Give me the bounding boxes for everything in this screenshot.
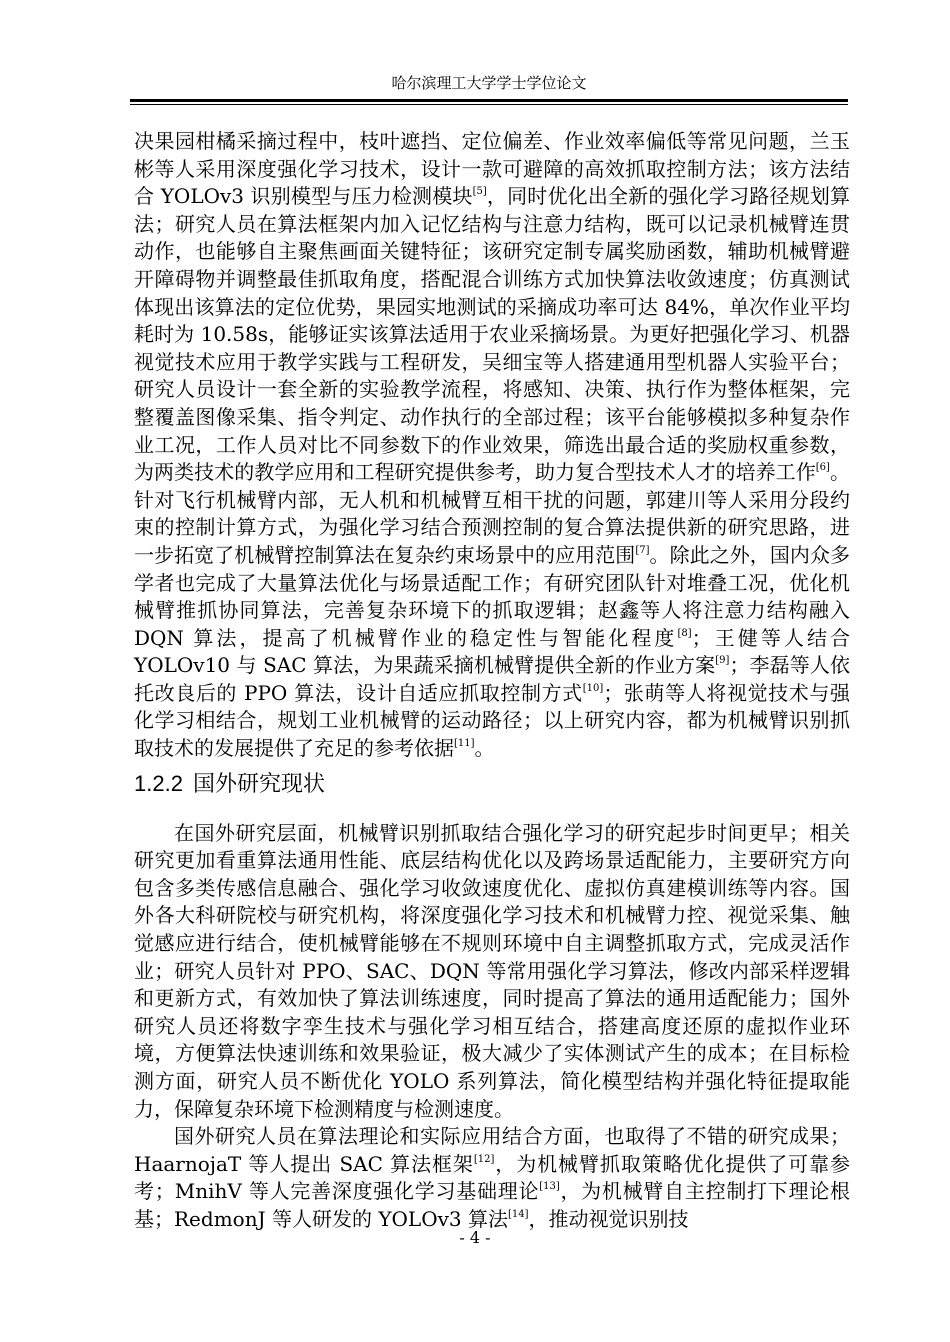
section-title: 国外研究现状 — [192, 771, 325, 797]
citation-marker: [8] — [677, 627, 692, 639]
header-rule-thick — [130, 99, 848, 102]
section-number: 1.2.2 — [134, 770, 183, 796]
paragraph — [134, 128, 850, 763]
citation-marker: [12] — [473, 1153, 495, 1165]
paragraph — [134, 820, 850, 1124]
page-body — [134, 128, 850, 1234]
foreign-research-text — [134, 820, 850, 1234]
citation-marker: [13] — [539, 1181, 560, 1193]
citation-marker: [11] — [454, 738, 475, 750]
citation-marker: [14] — [507, 1208, 529, 1220]
citation-marker: [10] — [582, 682, 604, 694]
paragraph-text: 决果园柑橘采摘过程中，枝叶遮挡、定位偏差、作业效率偏低等常见问题，兰玉彬等人采用深度强化学习技术，设计一款可避障的高效抓取控制方法；该方法结合 YOLOv3 识别模型与压力检测模块 — [134, 129, 850, 209]
paragraph-text: ，为机械臂抓取策略优化提供了可靠参考；MnihV 等人完善深度强化学习基础理论 — [134, 1151, 850, 1204]
paragraph-text: ；李磊等人依托改良后的 PPO 算法，设计自适应抓取控制方式 — [134, 653, 851, 705]
citation-marker: [7] — [635, 544, 650, 556]
paragraph-text: 。除此之外，国内众多学者也完成了大量算法优化与场景适配工作；有研究团队针对堆叠工况，优化机械臂推抓协同算法，完善复杂环境下的抓取逻辑；赵鑫等人将注意力结构融入 DQN 算法，提高了机械臂作业的稳定性与智能化程度 — [134, 542, 851, 650]
paragraph — [134, 1123, 850, 1233]
paragraph-text: ，为机械臂自主控制打下理论根基；RedmonJ 等人研发的 YOLOv3 算法 — [134, 1179, 850, 1231]
page-number: - 4 - — [459, 1228, 491, 1247]
paragraph-text: 。 — [474, 736, 495, 761]
section-heading — [134, 769, 850, 800]
citation-marker: [5] — [472, 186, 487, 198]
citation-marker: [6] — [815, 462, 830, 474]
paragraph-text: 。针对飞行机械臂内部，无人机和机械臂互相干扰的问题，郭建川等人采用分段约束的控制计算方式，为强化学习结合预测控制的复合算法提供新的研究思路，进一步拓宽了机械臂控制算法在复杂约束场景中的应用范围 — [134, 460, 851, 567]
paragraph-text: ；张萌等人将视觉技术与强化学习相结合，规划工业机械臂的运动路径；以上研究内容，都为机械臂识别抓取技术的发展提供了充足的参考依据 — [134, 680, 850, 761]
paragraph-text: ，同时优化出全新的强化学习路径规划算法；研究人员在算法框架内加入记忆结构与注意力结构，既可以记录机械臂连贯动作，也能够自主聚焦画面关键特征；该研究定制专属奖励函数，辅助机械臂避开障碍物并调整最佳抓取角度，搭配混合训练方式加快算法收敛速度；仿真测试体现出该算法的定位优势，果园实地测试的采摘成功率可达 84%，单次作业平均耗时为 10.58s，能够证实该算法适用于农业采摘场景。为更好把强化学习、机器视觉技术应用于教学实践与工程研发，吴细宝等人搭建通用型机器人实验平台；研究人员设计一套全新的实验教学流程，将感知、决策、执行作为整体框架，完整覆盖图像采集、指令判定、动作执行的全部过程；该平台能够模拟多种复杂作业工况，工作人员对比不同参数下的作业效果，筛选出最合适的奖励权重参数，为两类技术的教学应用和工程研究提供参考，助力复合型技术人才的培养工作 — [134, 184, 851, 485]
paragraph-text: 国外研究人员在算法理论和实际应用结合方面，也取得了不错的研究成果；HaarnojaT 等人提出 SAC 算法框架 — [134, 1124, 850, 1176]
running-header: 哈尔滨理工大学学士学位论文 — [391, 74, 587, 92]
paragraph-text: ；王健等人结合 YOLOv10 与 SAC 算法，为果蔬采摘机械臂提供全新的作业方案 — [134, 625, 850, 678]
paragraph-text: 在国外研究层面，机械臂识别抓取结合强化学习的研究起步时间更早；相关研究更加看重算法通用性能、底层结构优化以及跨场景适配能力，主要研究方向包含多类传感信息融合、强化学习收敛速度优化、虚拟仿真建模训练等内容。国外各大科研院校与研究机构，将深度强化学习技术和机械臂力控、视觉采集、触觉感应进行结合，使机械臂能够在不规则环境中自主调整抓取方式，完成灵活作业；研究人员针对 PPO、SAC、DQN 等常用强化学习算法，修改内部采样逻辑和更新方式，有效加快了算法训练速度，同时提高了算法的通用适配能力；国外研究人员还将数字孪生技术与强化学习相互结合，搭建高度还原的虚拟作业环境，方便算法快速训练和效果验证，极大减少了实体测试产生的成本；在目标检测方面，研究人员不断优化 YOLO 系列算法，简化模型结构并强化特征提取能力，保障复杂环境下检测精度与检测速度。 — [134, 820, 850, 1121]
paragraph-text: ，推动视觉识别技 — [528, 1206, 689, 1231]
header-rule-thin — [130, 104, 848, 105]
citation-marker: [9] — [715, 655, 730, 667]
domestic-research-text — [134, 128, 850, 763]
